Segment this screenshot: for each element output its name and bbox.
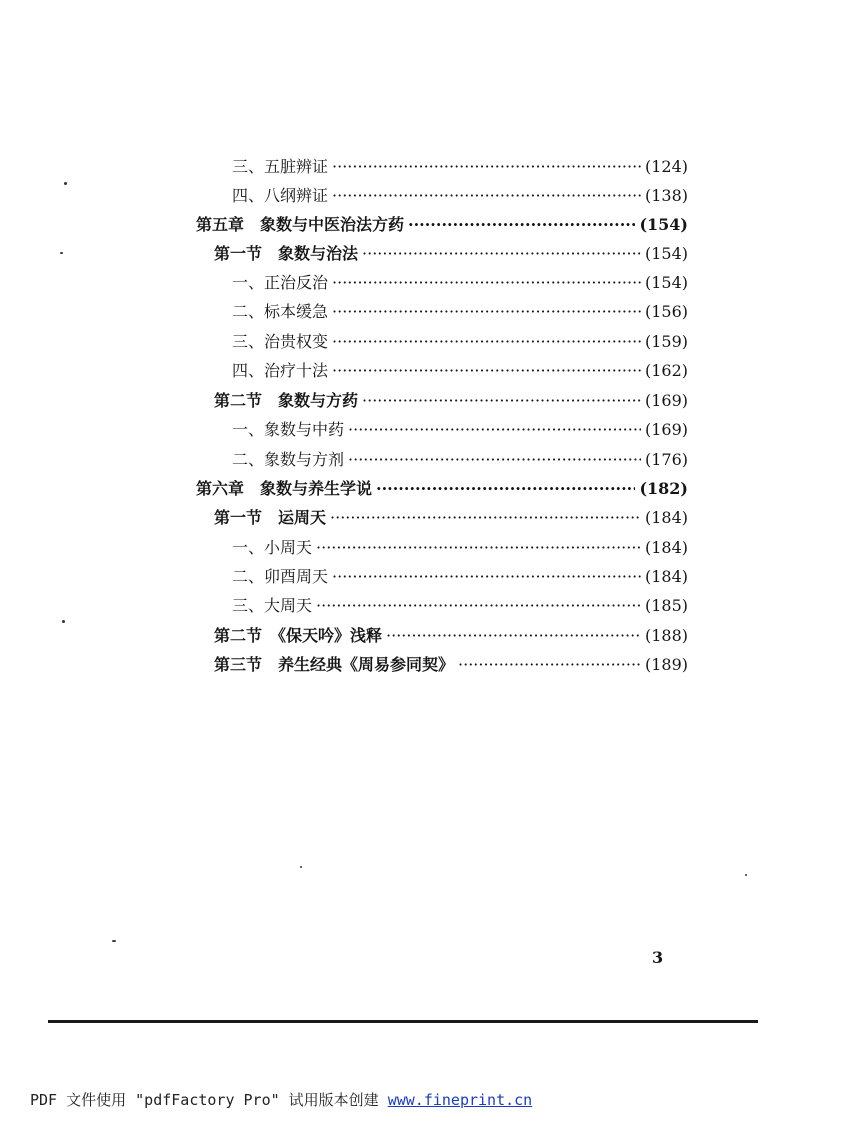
toc-entry-page: (169) — [644, 420, 688, 439]
scan-speck — [64, 182, 67, 185]
toc-entry-page: (154) — [644, 273, 688, 292]
toc-entry-title: 三、大周天 — [232, 596, 313, 615]
toc-entry — [232, 271, 688, 295]
dot-leader — [332, 565, 641, 589]
toc-entry-title: 三、治贵权变 — [232, 332, 329, 351]
toc-entry-page: (182) — [639, 479, 688, 498]
toc-entry — [232, 184, 688, 208]
toc-entry-title: 一、正治反治 — [232, 273, 329, 292]
dot-leader — [332, 184, 641, 208]
toc-entry — [232, 594, 688, 618]
toc-entry-page: (184) — [644, 508, 688, 527]
toc-entry-page: (184) — [644, 538, 688, 557]
scan-speck — [60, 252, 63, 254]
pdf-footer — [30, 1089, 532, 1110]
toc-chapter — [196, 213, 688, 237]
page-number: 3 — [652, 948, 664, 967]
toc-entry — [232, 448, 688, 472]
toc-entry-page: (154) — [644, 244, 688, 263]
toc-entry-page: (176) — [644, 450, 688, 469]
dot-leader — [330, 506, 641, 530]
scan-speck — [300, 866, 302, 868]
dot-leader — [332, 300, 641, 324]
dot-leader — [348, 418, 641, 442]
toc-entry-title: 一、小周天 — [232, 538, 313, 557]
dot-leader — [316, 536, 641, 560]
toc-entry-title: 第三节 养生经典《周易参同契》 — [214, 655, 455, 674]
scan-speck — [62, 620, 65, 623]
dot-leader — [362, 242, 641, 266]
toc-entry-title: 二、卯酉周天 — [232, 567, 329, 586]
toc-entry-page: (169) — [644, 391, 688, 410]
toc-entry-title: 第六章 象数与养生学说 — [196, 479, 373, 498]
bottom-rule — [48, 1020, 758, 1023]
toc-entry — [232, 330, 688, 354]
toc-entry — [232, 359, 688, 383]
toc-chapter — [196, 477, 688, 501]
toc-entry-page: (138) — [644, 186, 688, 205]
toc-entry-title: 第一节 象数与治法 — [214, 244, 359, 263]
footer-text: PDF 文件使用 "pdfFactory Pro" 试用版本创建 — [30, 1091, 388, 1109]
toc-entry-title: 三、五脏辨证 — [232, 157, 329, 176]
toc-entry-page: (184) — [644, 567, 688, 586]
toc-entry-page: (189) — [644, 655, 688, 674]
dot-leader — [332, 330, 641, 354]
toc-section — [214, 389, 688, 413]
toc-entry-page: (185) — [644, 596, 688, 615]
toc-entry-page: (124) — [644, 157, 688, 176]
toc-section — [214, 242, 688, 266]
toc-entry-title: 二、象数与方剂 — [232, 450, 345, 469]
toc-entry-page: (154) — [639, 215, 688, 234]
toc-entry — [232, 536, 688, 560]
dot-leader — [332, 359, 641, 383]
toc-entry — [232, 155, 688, 179]
toc-entry-title: 四、治疗十法 — [232, 361, 329, 380]
scan-speck — [112, 940, 116, 942]
dot-leader — [458, 653, 641, 677]
toc-entry-title: 第一节 运周天 — [214, 508, 327, 527]
scan-speck — [745, 874, 747, 876]
toc-section — [214, 506, 688, 530]
toc-entry-title: 二、标本缓急 — [232, 302, 329, 321]
toc-entry — [232, 300, 688, 324]
toc-entry — [232, 418, 688, 442]
toc-entry-title: 第二节 《保天吟》浅释 — [214, 626, 383, 645]
footer-link[interactable]: www.fineprint.cn — [387, 1091, 533, 1109]
toc-entry-page: (162) — [644, 361, 688, 380]
dot-leader — [348, 448, 641, 472]
toc-section — [214, 653, 688, 677]
dot-leader — [376, 477, 635, 501]
toc-section — [214, 624, 688, 648]
dot-leader — [316, 594, 641, 618]
toc-entry-title: 第五章 象数与中医治法方药 — [196, 215, 405, 234]
dot-leader — [386, 624, 641, 648]
toc-entry-page: (188) — [644, 626, 688, 645]
toc-entry-page: (159) — [644, 332, 688, 351]
toc-entry — [232, 565, 688, 589]
toc-entry-page: (156) — [644, 302, 688, 321]
toc-entry-title: 第二节 象数与方药 — [214, 391, 359, 410]
toc-entry-title: 四、八纲辨证 — [232, 186, 329, 205]
dot-leader — [332, 271, 641, 295]
dot-leader — [332, 155, 641, 179]
toc-entry-title: 一、象数与中药 — [232, 420, 345, 439]
dot-leader — [408, 213, 635, 237]
dot-leader — [362, 389, 641, 413]
